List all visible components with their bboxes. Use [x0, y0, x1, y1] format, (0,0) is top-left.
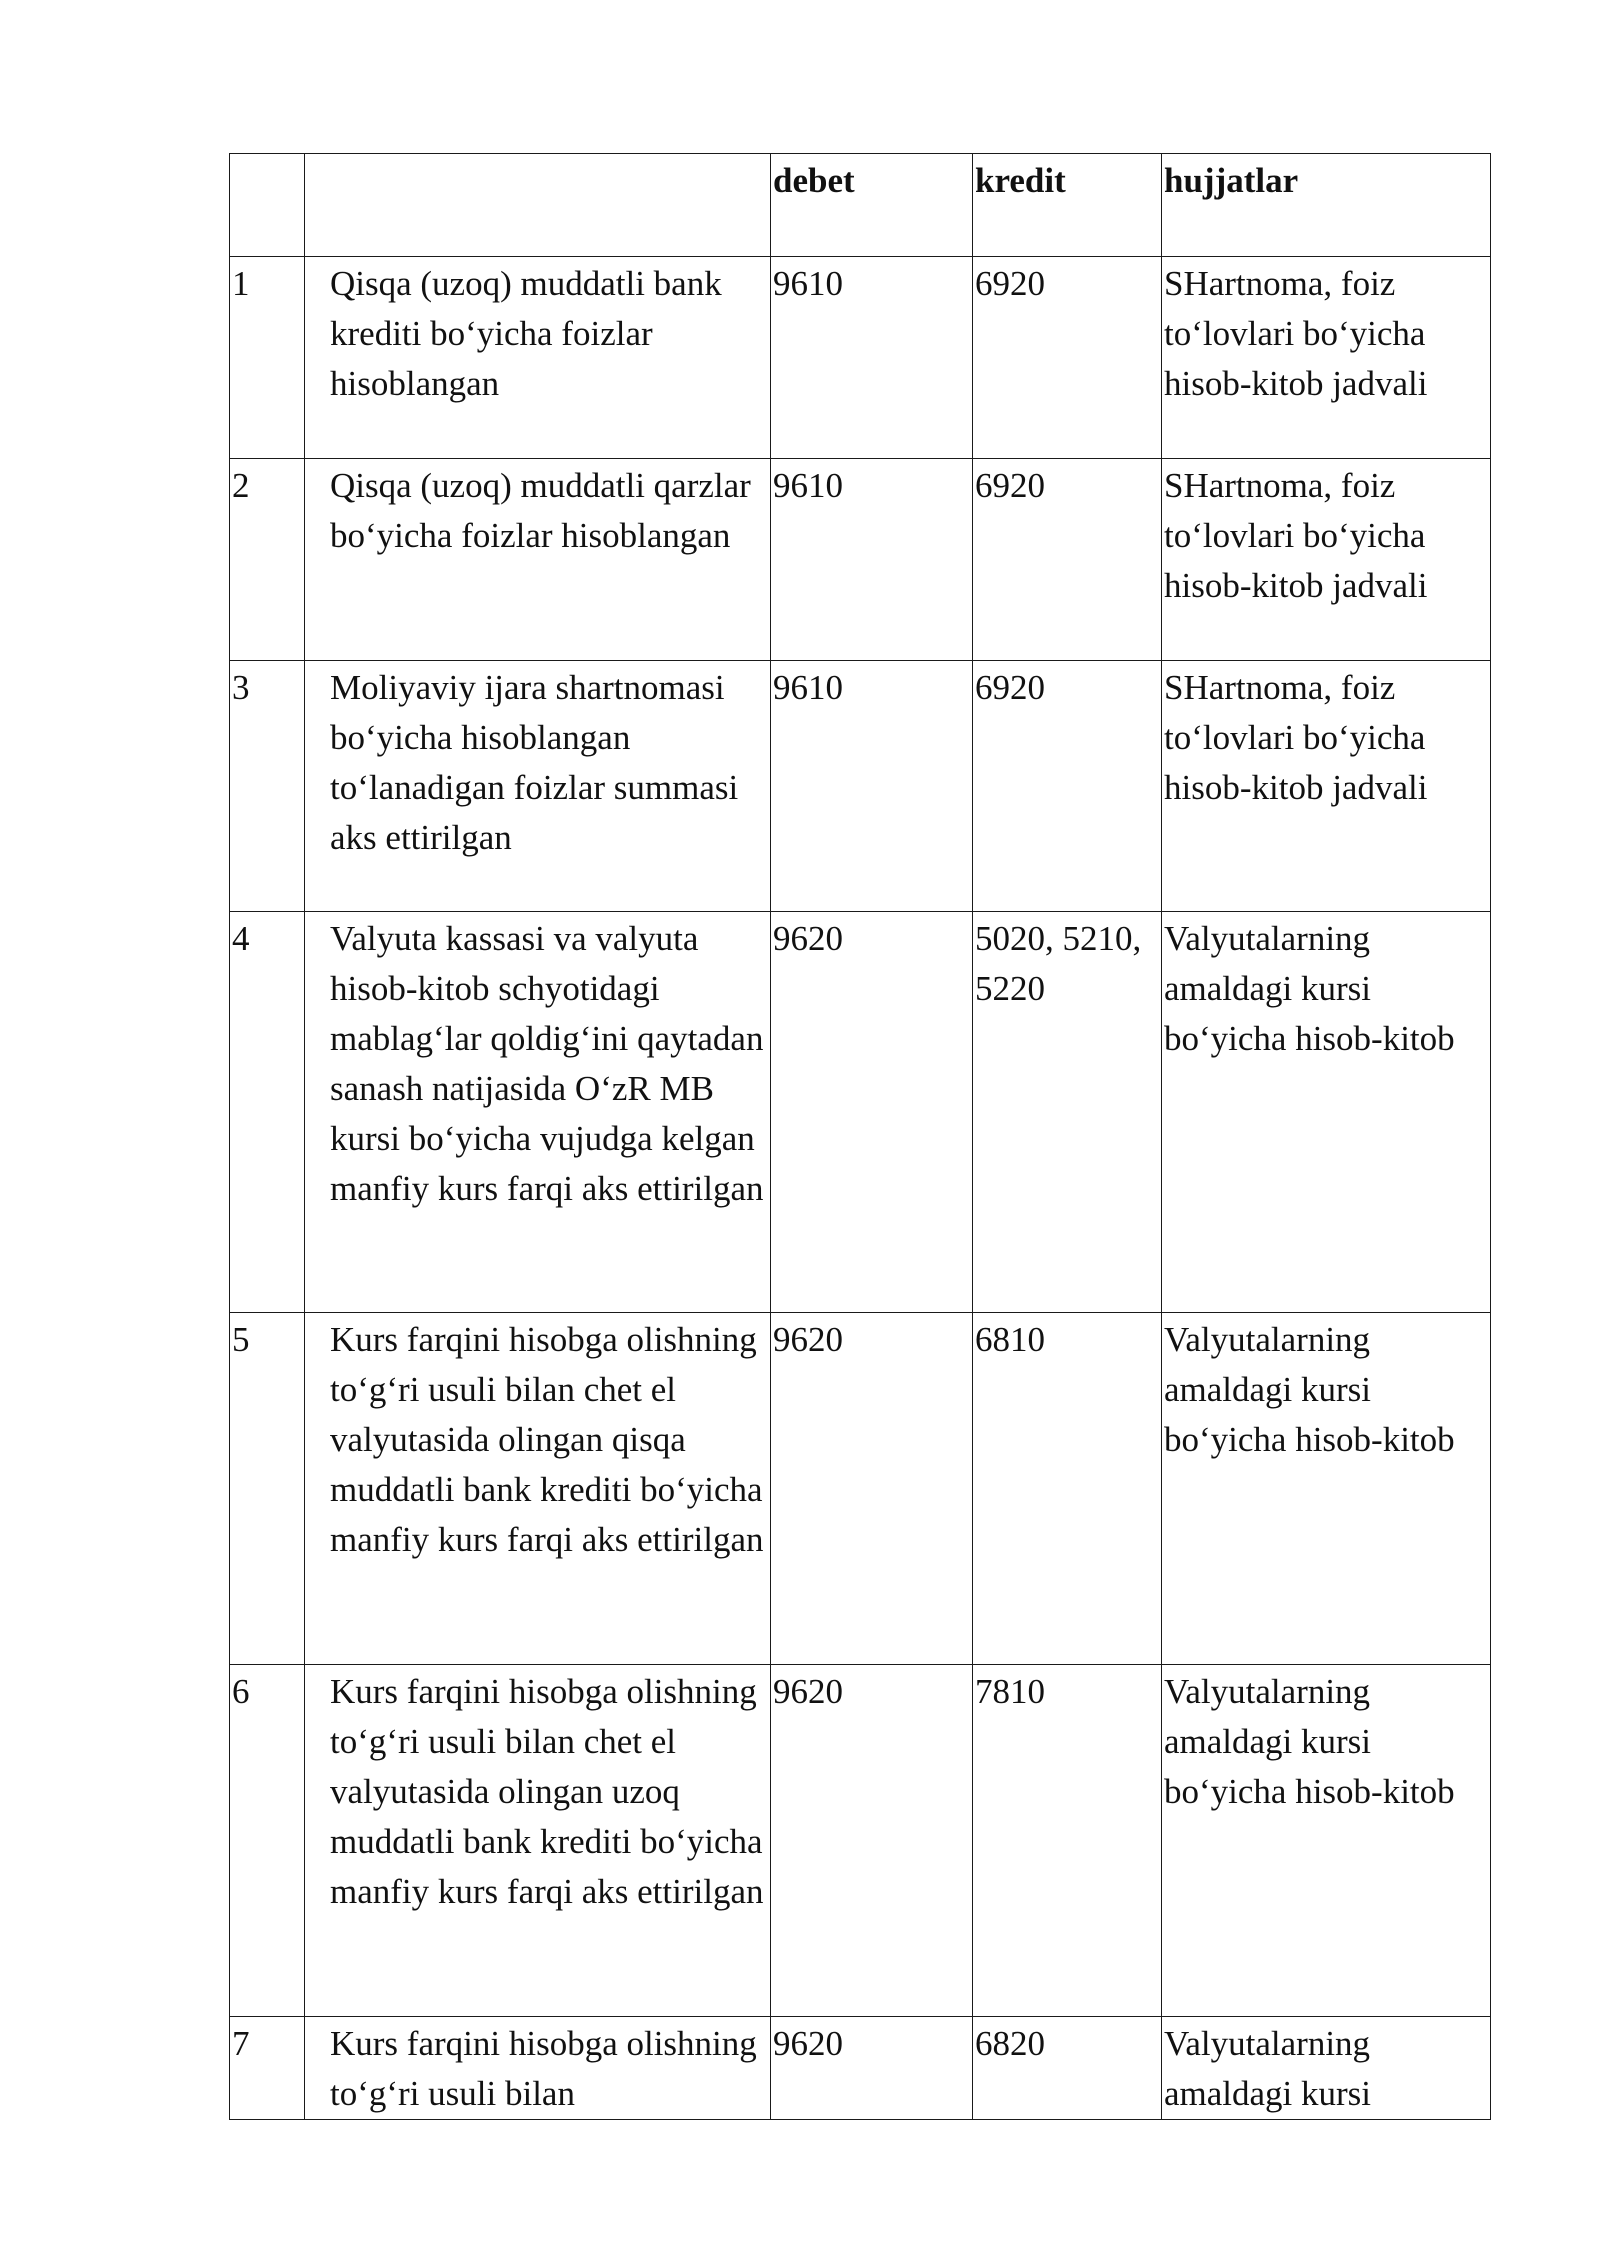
row-number: 1 — [230, 257, 305, 459]
row-kredit: 6810 — [973, 1313, 1162, 1665]
row-documents: SHartnoma, foiz to‘lovlari bo‘yicha hisob-kitob jadvali — [1162, 257, 1491, 459]
table-header-row — [230, 154, 1491, 257]
row-documents: SHartnoma, foiz to‘lovlari bo‘yicha hisob-kitob jadvali — [1162, 459, 1491, 661]
header-description — [305, 154, 771, 257]
row-number: 5 — [230, 1313, 305, 1665]
row-debet: 9620 — [771, 2017, 973, 2120]
row-description: Qisqa (uzoq) muddatli qarzlar bo‘yicha foizlar hisoblangan — [305, 459, 771, 661]
row-description: Moliyaviy ijara shartnomasi bo‘yicha hisoblangan to‘lanadigan foizlar summasi aks ettirilgan — [305, 661, 771, 912]
accounting-entries-table — [229, 153, 1491, 2120]
row-debet: 9610 — [771, 661, 973, 912]
header-documents: hujjatlar — [1162, 154, 1491, 257]
row-description: Kurs farqini hisobga olishning to‘g‘ri usuli bilan chet el valyutasida olingan uzoq muddatli bank krediti bo‘yicha manfiy kurs farqi aks ettirilgan — [305, 1665, 771, 2017]
header-kredit: kredit — [973, 154, 1162, 257]
row-debet: 9610 — [771, 257, 973, 459]
row-kredit: 7810 — [973, 1665, 1162, 2017]
row-documents: Valyutalarning amaldagi kursi bo‘yicha hisob-kitob — [1162, 1313, 1491, 1665]
row-kredit: 5020, 5210, 5220 — [973, 912, 1162, 1313]
row-documents: Valyutalarning amaldagi kursi bo‘yicha hisob-kitob — [1162, 912, 1491, 1313]
row-debet: 9620 — [771, 1665, 973, 2017]
row-description: Kurs farqini hisobga olishning to‘g‘ri usuli bilan — [305, 2017, 771, 2120]
table-row — [230, 1313, 1491, 1665]
row-documents: SHartnoma, foiz to‘lovlari bo‘yicha hisob-kitob jadvali — [1162, 661, 1491, 912]
table-row — [230, 661, 1491, 912]
row-description: Kurs farqini hisobga olishning to‘g‘ri usuli bilan chet el valyutasida olingan qisqa muddatli bank krediti bo‘yicha manfiy kurs farqi aks ettirilgan — [305, 1313, 771, 1665]
table-row — [230, 1665, 1491, 2017]
row-kredit: 6920 — [973, 257, 1162, 459]
row-number: 3 — [230, 661, 305, 912]
table-row — [230, 257, 1491, 459]
header-number — [230, 154, 305, 257]
row-kredit: 6820 — [973, 2017, 1162, 2120]
row-kredit: 6920 — [973, 661, 1162, 912]
row-debet: 9610 — [771, 459, 973, 661]
row-kredit: 6920 — [973, 459, 1162, 661]
header-debet: debet — [771, 154, 973, 257]
row-number: 4 — [230, 912, 305, 1313]
row-number: 7 — [230, 2017, 305, 2120]
table-row — [230, 2017, 1491, 2120]
row-debet: 9620 — [771, 912, 973, 1313]
row-description: Qisqa (uzoq) muddatli bank krediti bo‘yicha foizlar hisoblangan — [305, 257, 771, 459]
row-number: 6 — [230, 1665, 305, 2017]
row-description: Valyuta kassasi va valyuta hisob-kitob schyotidagi mablag‘lar qoldig‘ini qaytadan sanash natijasida O‘zR MB kursi bo‘yicha vujudga kelgan manfiy kurs farqi aks ettirilgan — [305, 912, 771, 1313]
row-debet: 9620 — [771, 1313, 973, 1665]
table-row — [230, 459, 1491, 661]
row-documents: Valyutalarning amaldagi kursi bo‘yicha hisob-kitob — [1162, 1665, 1491, 2017]
table-row — [230, 912, 1491, 1313]
row-documents: Valyutalarning amaldagi kursi — [1162, 2017, 1491, 2120]
row-number: 2 — [230, 459, 305, 661]
